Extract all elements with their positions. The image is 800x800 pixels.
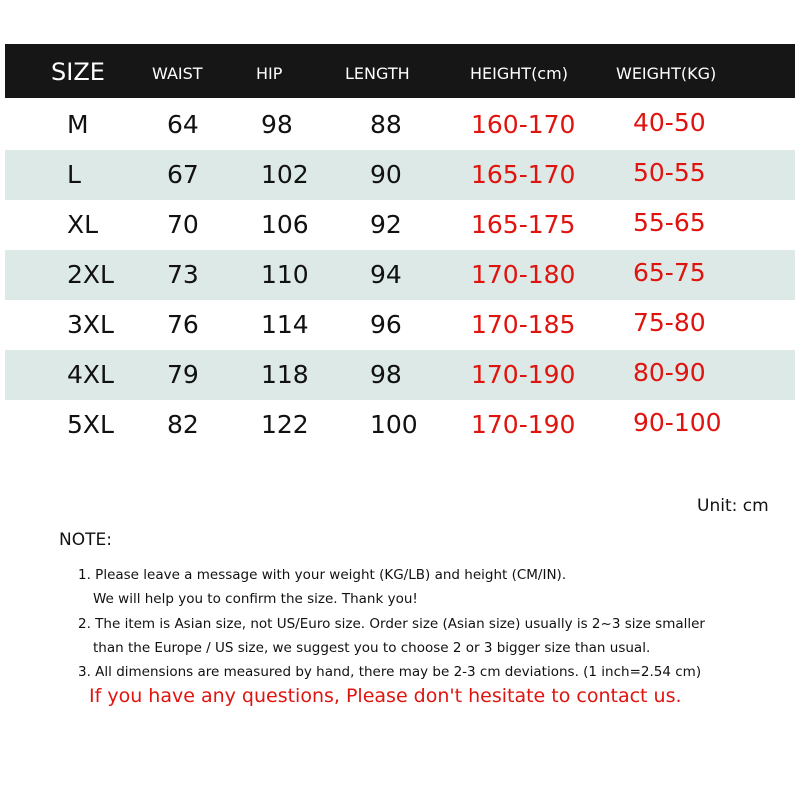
hip-cell: 110 (261, 260, 309, 289)
length-cell: 98 (370, 360, 402, 389)
table-row (5, 250, 795, 300)
contact-message: If you have any questions, Please don't hesitate to contact us. (89, 685, 682, 707)
size-cell: M (67, 110, 89, 139)
waist-cell: 82 (167, 410, 199, 439)
note-title: NOTE: (59, 530, 112, 550)
weight-cell: 80-90 (633, 358, 706, 387)
weight-cell: 40-50 (633, 108, 706, 137)
hip-cell: 122 (261, 410, 309, 439)
height-cell: 170-185 (471, 310, 576, 339)
size-cell: 2XL (67, 260, 114, 289)
weight-cell: 55-65 (633, 208, 706, 237)
length-cell: 92 (370, 210, 402, 239)
header-height: HEIGHT(cm) (470, 64, 568, 83)
size-cell: XL (67, 210, 99, 239)
height-cell: 170-190 (471, 360, 576, 389)
length-cell: 90 (370, 160, 402, 189)
table-row (5, 100, 795, 150)
table-row (5, 150, 795, 200)
hip-cell: 106 (261, 210, 309, 239)
height-cell: 160-170 (471, 110, 576, 139)
weight-cell: 65-75 (633, 258, 706, 287)
length-cell: 96 (370, 310, 402, 339)
size-cell: 4XL (67, 360, 114, 389)
waist-cell: 76 (167, 310, 199, 339)
size-table-header (5, 44, 795, 98)
height-cell: 170-190 (471, 410, 576, 439)
length-cell: 94 (370, 260, 402, 289)
height-cell: 165-170 (471, 160, 576, 189)
notes-list (78, 563, 705, 684)
waist-cell: 67 (167, 160, 199, 189)
table-row (5, 300, 795, 350)
header-waist: WAIST (152, 64, 203, 83)
header-length: LENGTH (345, 64, 410, 83)
note-line: We will help you to confirm the size. Thank you! (93, 591, 418, 608)
weight-cell: 90-100 (633, 408, 722, 437)
note-line: 1. Please leave a message with your weight (KG/LB) and height (CM/IN). (78, 567, 567, 583)
waist-cell: 64 (167, 110, 199, 139)
weight-cell: 50-55 (633, 158, 706, 187)
size-cell: 3XL (67, 310, 114, 339)
waist-cell: 79 (167, 360, 199, 389)
height-cell: 165-175 (471, 210, 576, 239)
waist-cell: 73 (167, 260, 199, 289)
length-cell: 88 (370, 110, 402, 139)
header-weight: WEIGHT(KG) (616, 64, 717, 83)
table-row (5, 400, 795, 450)
length-cell: 100 (370, 410, 418, 439)
size-cell: 5XL (67, 410, 114, 439)
note-line: 2. The item is Asian size, not US/Euro size. Order size (Asian size) usually is 2~3 size smaller (78, 615, 705, 632)
header-hip: HIP (256, 64, 283, 83)
height-cell: 170-180 (471, 260, 576, 289)
weight-cell: 75-80 (633, 308, 706, 337)
hip-cell: 102 (261, 160, 309, 189)
note-line: 3. All dimensions are measured by hand, there may be 2-3 cm deviations. (1 inch=2.54 cm) (78, 664, 702, 681)
hip-cell: 114 (261, 310, 309, 339)
header-size: SIZE (51, 58, 105, 86)
note-line: than the Europe / US size, we suggest you to choose 2 or 3 bigger size than usual. (93, 639, 651, 656)
waist-cell: 70 (167, 210, 199, 239)
hip-cell: 98 (261, 110, 293, 139)
unit-label: Unit: cm (697, 496, 769, 516)
hip-cell: 118 (261, 360, 309, 389)
table-row (5, 200, 795, 250)
table-row (5, 350, 795, 400)
size-cell: L (67, 160, 81, 189)
